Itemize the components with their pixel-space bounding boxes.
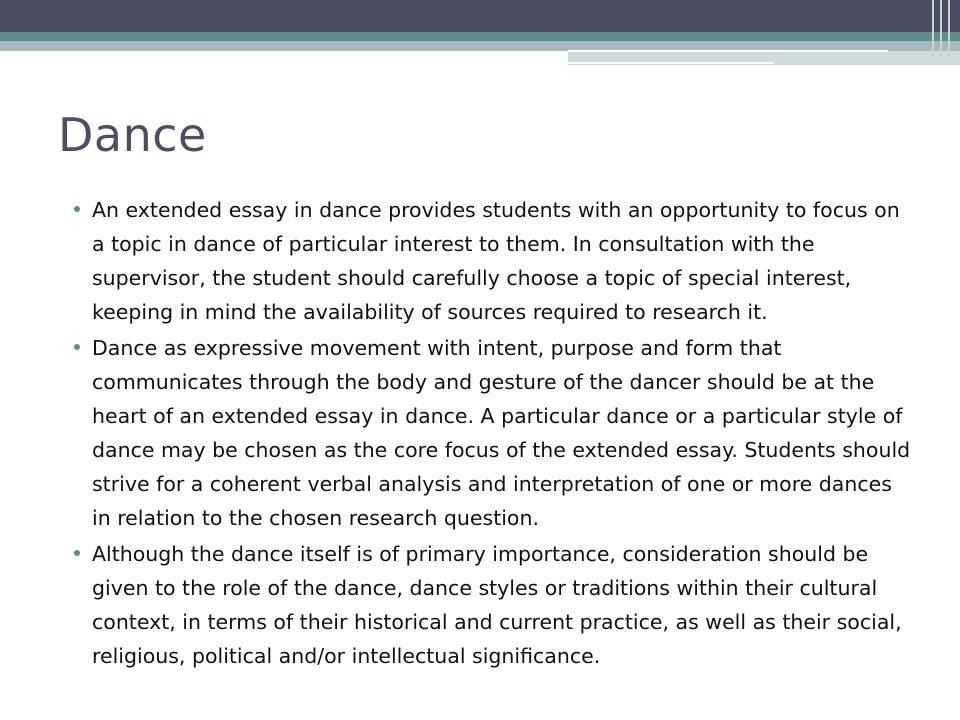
bullet-item (74, 193, 914, 329)
bullet-list (74, 193, 914, 675)
bullet-dot-icon (74, 550, 80, 556)
header-edge-line (940, 0, 942, 60)
bullet-text: An extended essay in dance provides students with an opportunity to focus on a topic in dance of particular interest to them. In consultation with the supervisor, the student should carefully choose a topic of special interest, keeping in mind the availability of sources required to research it. (92, 198, 900, 324)
bullet-dot-icon (74, 344, 80, 350)
header-edge-line (948, 0, 950, 60)
bullet-item (74, 331, 914, 535)
bullet-item (74, 537, 914, 673)
bullet-dot-icon (74, 206, 80, 212)
header-teal-bar (0, 32, 960, 41)
header-edge-line (932, 0, 934, 60)
bullet-text: Although the dance itself is of primary importance, consideration should be given to the role of the dance, dance styles or traditions within their cultural context, in terms of their historical and current practice, as well as their social, religious, political and/or intellectual significance. (92, 542, 902, 668)
slide-title: Dance (58, 108, 207, 162)
bullet-text: Dance as expressive movement with intent, purpose and form that communicates through the body and gesture of the dancer should be at the heart of an extended essay in dance. A particular dance or a particular style of dance may be chosen as the core focus of the extended essay. Students should strive for a coherent verbal analysis and interpretation of one or more dances in relation to the chosen research question. (92, 336, 911, 530)
header-accent-line (568, 62, 774, 64)
header-dark-bar (0, 0, 960, 32)
header-accent-line (568, 50, 888, 52)
